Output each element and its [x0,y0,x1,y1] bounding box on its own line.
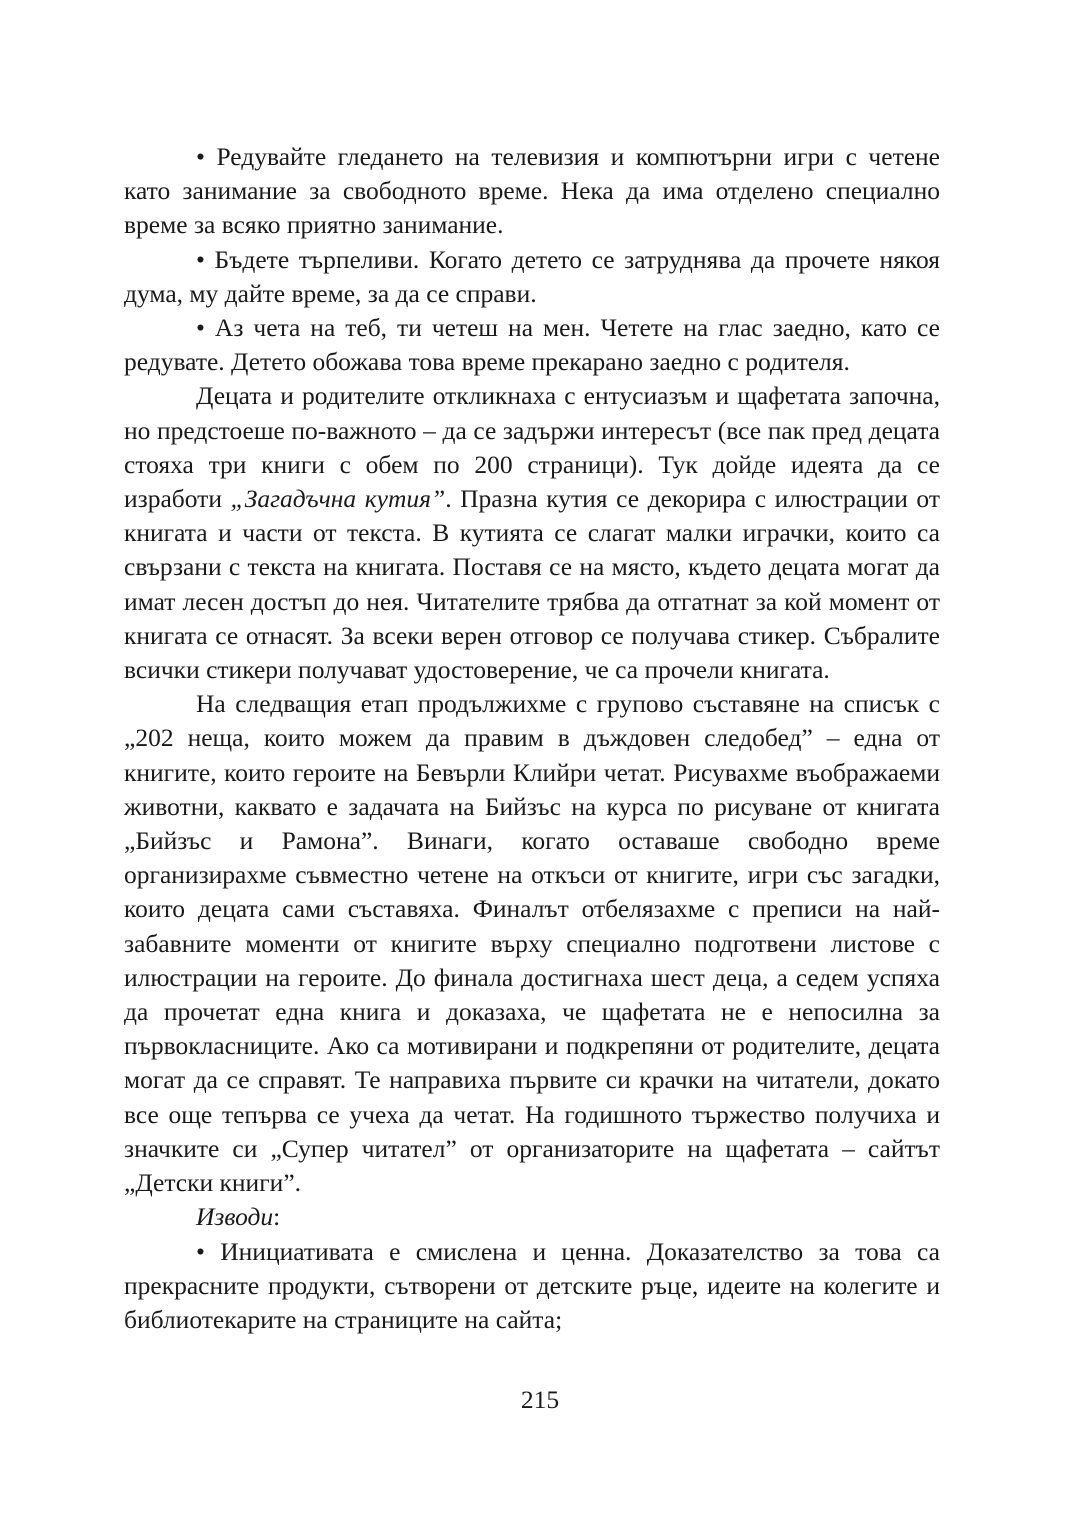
conclusions-heading [124,1200,940,1234]
paragraph-bullet-alternate-tv: • Редувайте гледането на телевизия и компютърни игри с четене като занимание за свободното време. Нека да има отделено специално време за всяко приятно занимание. [124,142,940,240]
paragraph-bullet-initiative: • Инициативата е смислена и ценна. Доказателство за това са прекрасните продукти, сътворени от детските ръце, идеите на колегите и библиотекарите на страниците на сайта; [124,1236,940,1334]
document-body [124,140,940,1337]
mystery-box-title: „Загадъчна кутия” [230,484,446,514]
conclusions-heading-text: Изводи [196,1202,274,1232]
conclusions-heading-colon: : [273,1202,281,1232]
paragraph-mystery-box-text-after: . Празна кутия се декорира с илюстрации от книгата и части от текста. В кутията се слагат малки играчки, които са свързани с текста на книгата. Поставя се на място, където децата могат да имат лесен достъп до нея. Читателите трябва да отгатнат за кой момент от книгата се отнасят. За всеки верен отговор се получава стикер. Събралите всички стикери получават удостоверение, че са прочели книгата. [124,484,940,685]
paragraph-mystery-box [124,379,940,687]
page-number: 215 [520,1385,560,1414]
paragraph-next-stage: На следващия етап продължихме с групово съставяне на списък с „202 неща, които можем да правим в дъждовен следобед” – една от книгите, които героите на Бевърли Клийри четат. Рисувахме въображаеми животни, каквато е задачата на Бийзъс на курса по рисуване от книгата „Бийзъс и Рамона”. Винаги, когато оставаше свободно време организирахме съвместно четене на откъси от книгите, игри със загадки, които децата сами съставяха. Финалът отбелязахме с преписи на най-забавните моменти от книгите върху специално подготвени листове с илюстрации на героите. До финала достигнаха шест деца, а седем успяха да прочетат една книга и доказаха, че щафетата не е непосилна за първокласниците. Ако са мотивирани и подкрепяни от родителите, децата могат да се справят. Те направиха първите си крачки на читатели, докато все още тепърва се учеха да четат. На годишното тържество получиха и значките си „Супер читател” от организаторите на щафетата – сайтът „Детски книги”. [124,689,940,1198]
paragraph-mystery-box-text-before: Децата и родителите откликнаха с ентусиазъм и щафетата започна, но предстоеше по-важното – да се задържи интересът (все пак пред децата стояха три книги с обем по 200 страници). Тук дойде идеята да се изработи [124,381,940,514]
paragraph-bullet-be-patient: • Бъдете търпеливи. Когато детето се затруднява да прочете някоя дума, му дайте време, за да се справи. [124,244,940,308]
paragraph-bullet-read-aloud: • Аз чета на теб, ти четеш на мен. Четете на глас заедно, като се редувате. Детето обожава това време прекарано заедно с родителя. [124,313,940,377]
